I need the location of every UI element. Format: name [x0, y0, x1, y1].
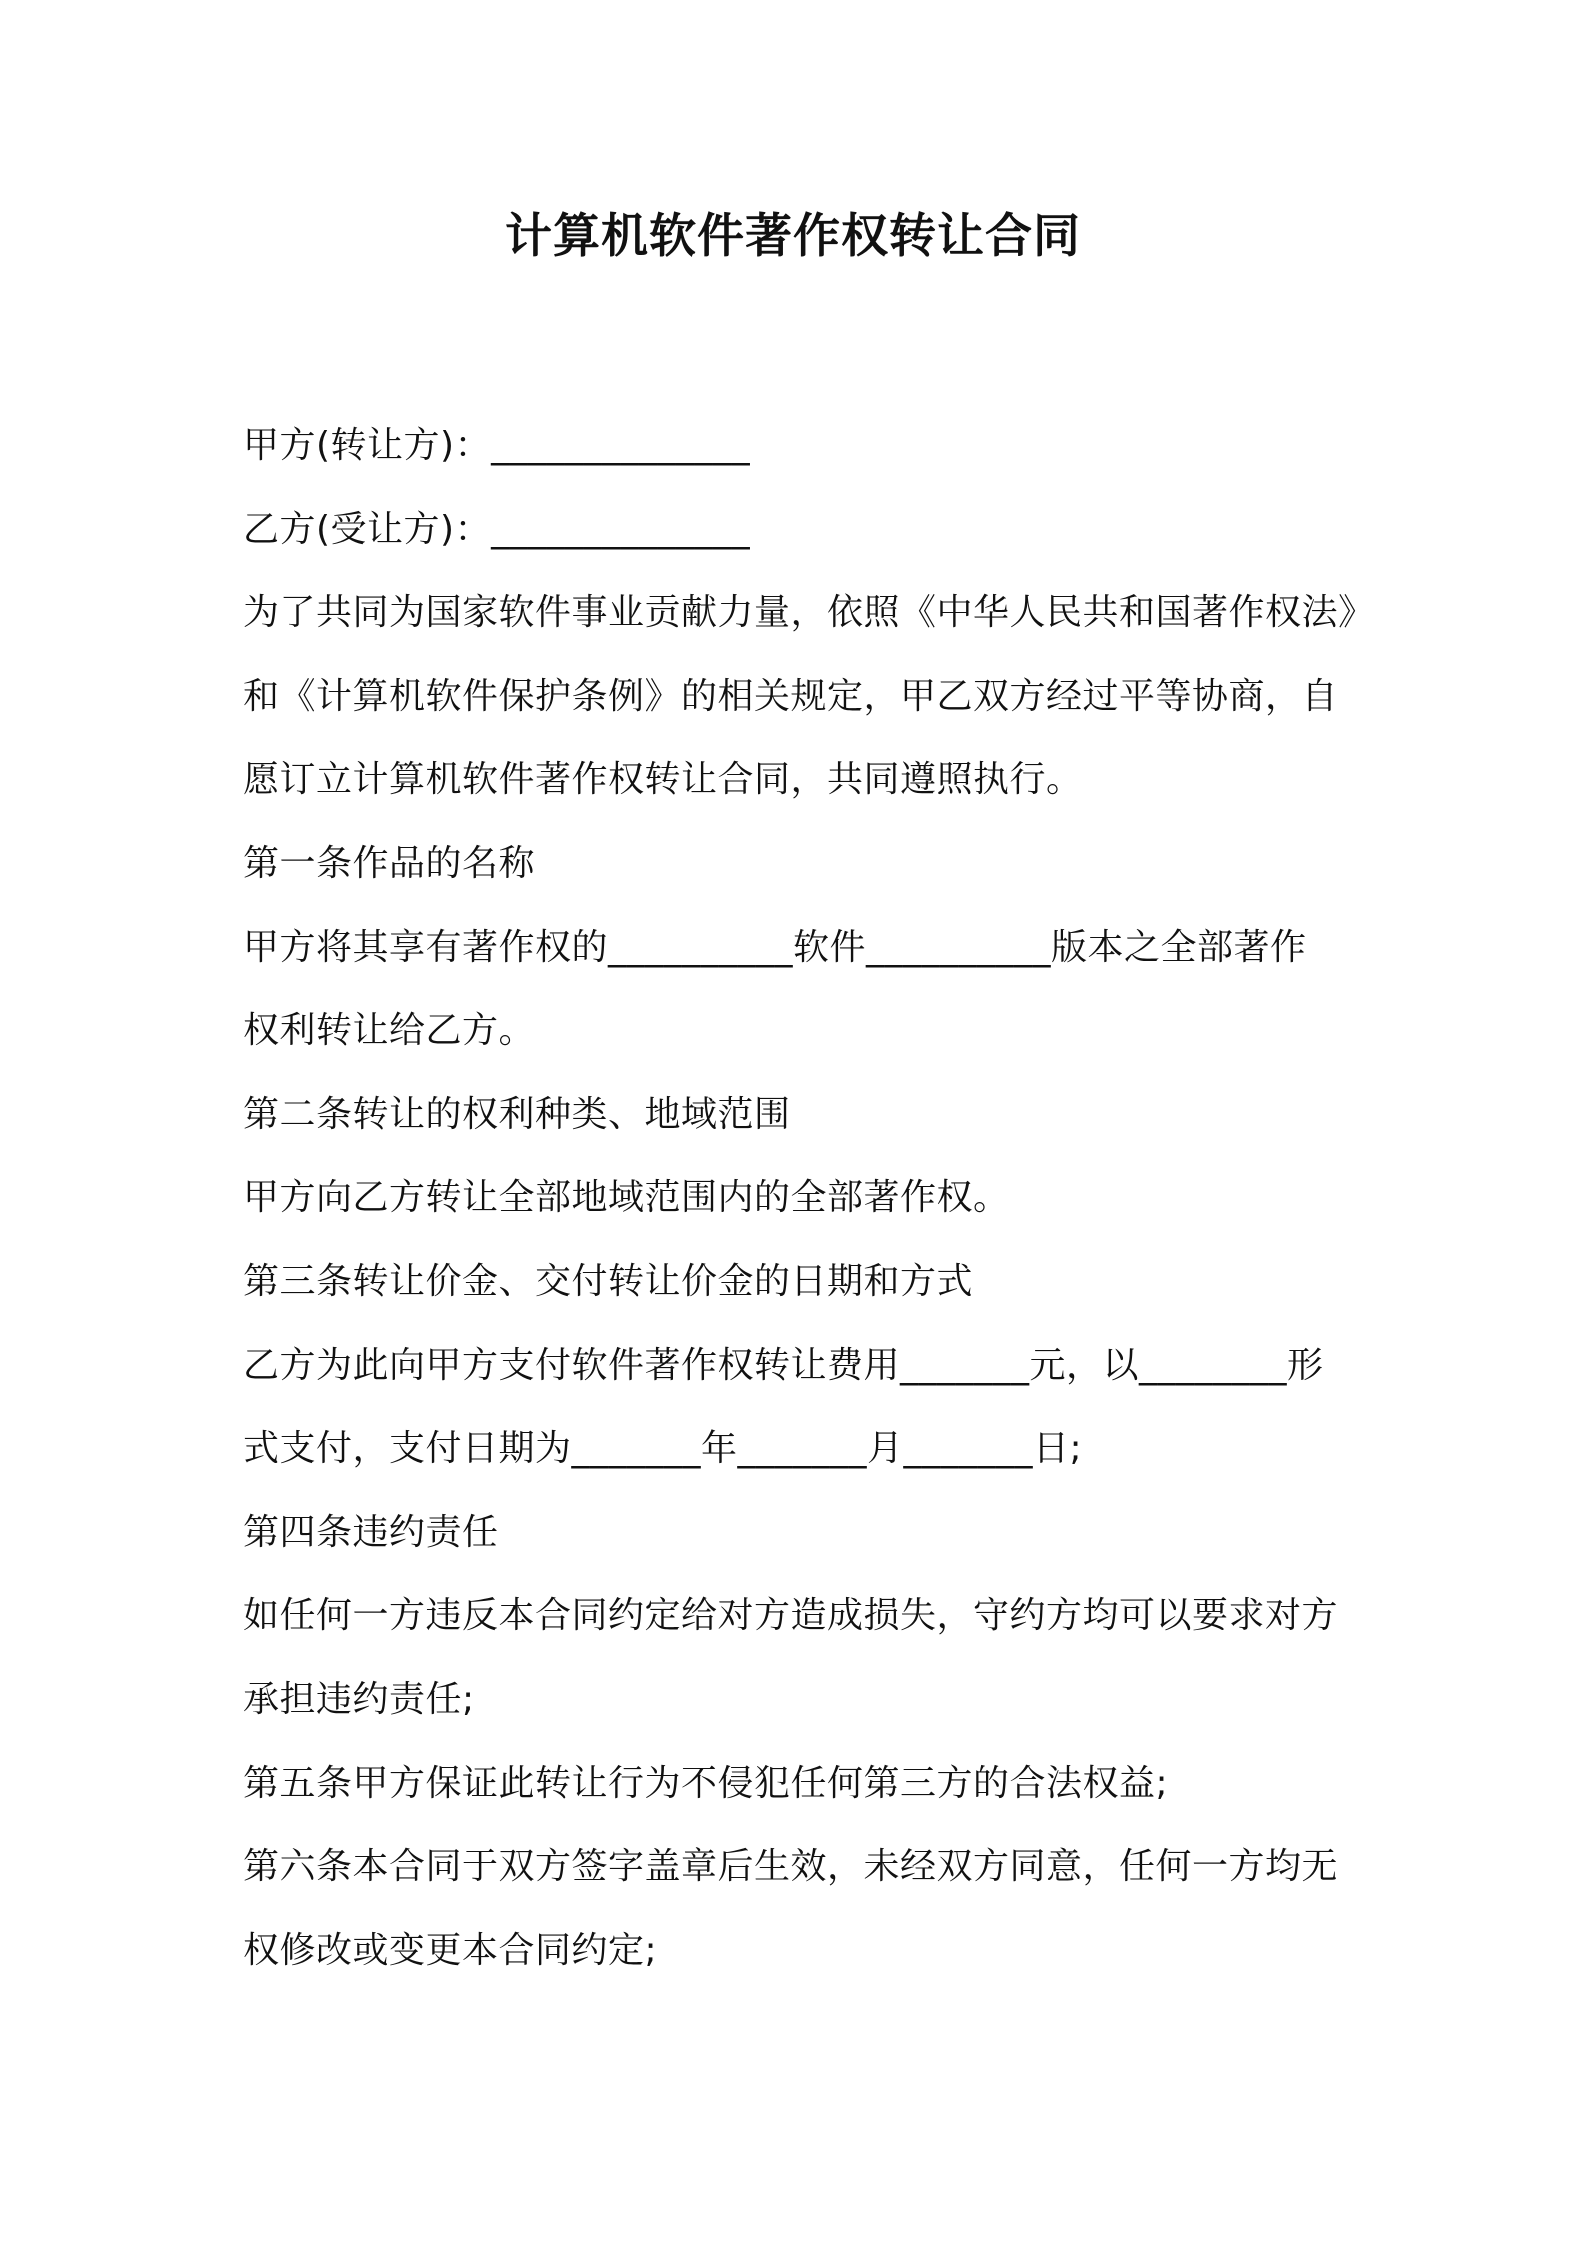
- article-1-text-line-2: 权利转让给乙方。: [243, 1010, 536, 1052]
- article-4-heading: 第四条违约责任: [243, 1511, 499, 1553]
- article-6-text-line-2: 权修改或变更本合同约定;: [243, 1929, 658, 1971]
- party-a-line: 甲方(转让方)：______________: [243, 425, 751, 466]
- article-3-heading: 第三条转让价金、交付转让价金的日期和方式: [243, 1260, 974, 1302]
- article-6-text-line-1: 第六条本合同于双方签字盖章后生效，未经双方同意，任何一方均无: [243, 1846, 1339, 1888]
- article-3-text-line-2: 式支付，支付日期为_______年_______月_______日;: [243, 1428, 1083, 1470]
- preamble-line-1: 为了共同为国家软件事业贡献力量，依照《中华人民共和国著作权法》: [243, 592, 1375, 634]
- preamble-line-2: 和《计算机软件保护条例》的相关规定，甲乙双方经过平等协商，自: [243, 675, 1339, 717]
- preamble-line-3: 愿订立计算机软件著作权转让合同，共同遵照执行。: [243, 759, 1083, 801]
- article-2-heading: 第二条转让的权利种类、地域范围: [243, 1093, 791, 1135]
- party-b-line: 乙方(受让方)：______________: [243, 508, 751, 550]
- article-4-text-line-1: 如任何一方违反本合同约定给对方造成损失，守约方均可以要求对方: [243, 1595, 1339, 1637]
- document-title: 计算机软件著作权转让合同: [505, 209, 1081, 264]
- article-4-text-line-2: 承担违约责任;: [243, 1678, 475, 1720]
- article-3-text-line-1: 乙方为此向甲方支付软件著作权转让费用_______元，以________形: [243, 1344, 1324, 1386]
- article-1-text-line-1: 甲方将其享有著作权的__________软件__________版本之全部著作: [243, 926, 1307, 968]
- article-2-text: 甲方向乙方转让全部地域范围内的全部著作权。: [243, 1177, 1010, 1219]
- article-1-heading: 第一条作品的名称: [243, 842, 536, 884]
- article-5-text: 第五条甲方保证此转让行为不侵犯任何第三方的合法权益;: [243, 1762, 1169, 1804]
- contract-body: [243, 404, 1375, 1992]
